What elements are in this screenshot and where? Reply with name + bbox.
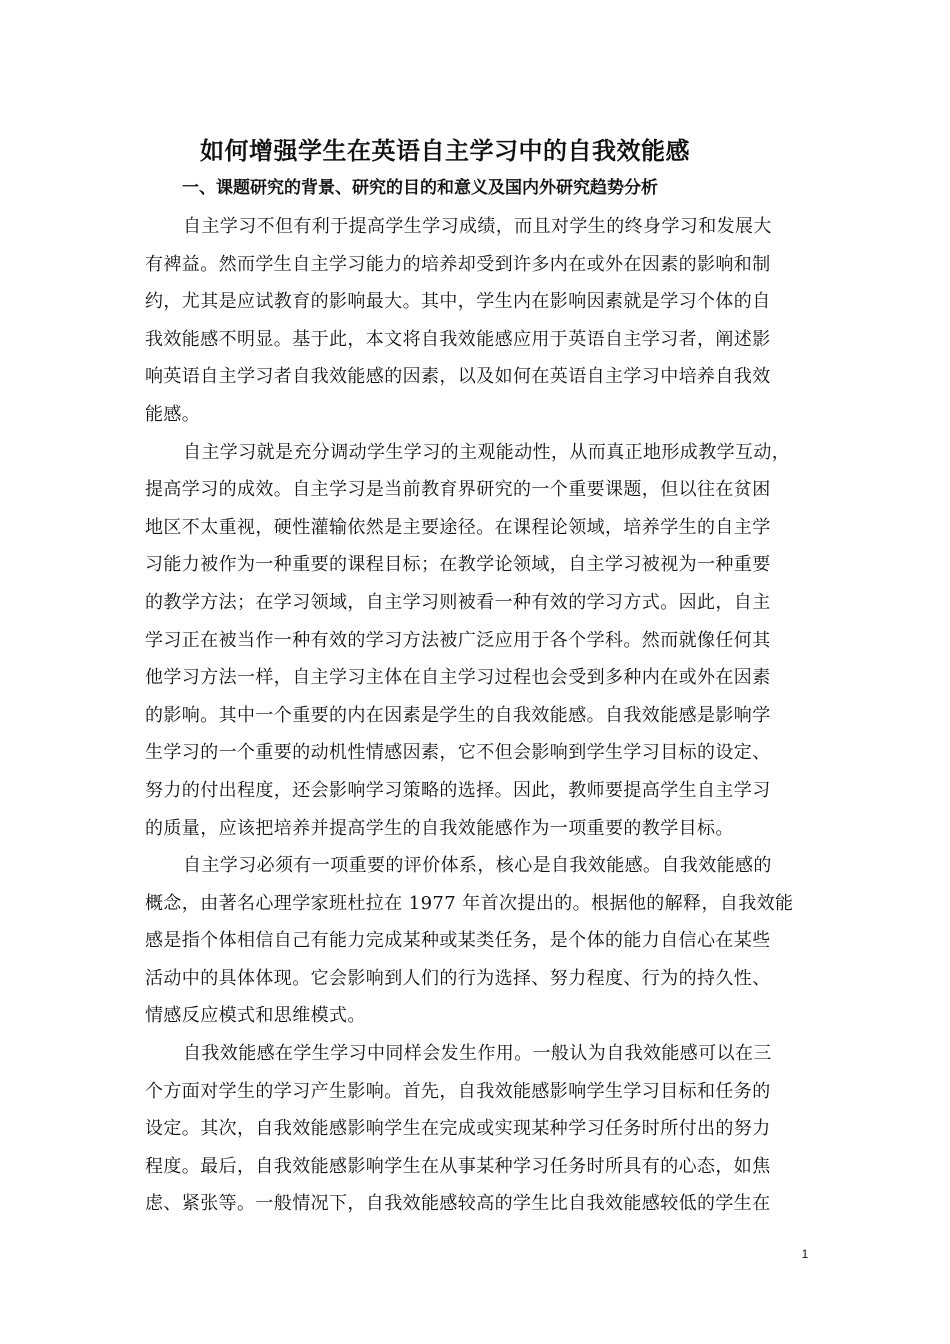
page-number: 1 (801, 1247, 809, 1261)
paragraph-3 (145, 847, 845, 1035)
text-line: 地区不太重视，硬性灌输依然是主要途径。在课程论领域，培养学生的自主学 (145, 516, 771, 538)
paragraph-2 (145, 434, 845, 848)
text-line: 自主学习不但有利于提高学生学习成绩，而且对学生的终身学习和发展大 (183, 216, 772, 237)
text-line: 生学习的一个重要的动机性情感因素，它不但会影响到学生学习目标的设定、 (145, 742, 771, 764)
text-line: 习能力被作为一种重要的课程目标；在教学论领域，自主学习被视为一种重要 (145, 554, 771, 576)
paragraph-4 (145, 1035, 845, 1223)
text-line: 响英语自主学习者自我效能感的因素，以及如何在英语自主学习中培养自我效 (145, 366, 771, 388)
text-line: 个方面对学生的学习产生影响。首先，自我效能感影响学生学习目标和任务的 (145, 1080, 771, 1102)
text-line: 有裨益。然而学生自主学习能力的培养却受到许多内在或外在因素的影响和制 (145, 253, 771, 275)
text-line: 程度。最后，自我效能感影响学生在从事某种学习任务时所具有的心态，如焦 (145, 1155, 771, 1177)
text-line: 学习正在被当作一种有效的学习方法被广泛应用于各个学科。然而就像任何其 (145, 629, 771, 651)
text-line: 自我效能感在学生学习中同样会发生作用。一般认为自我效能感可以在三 (183, 1043, 772, 1065)
text-line: 的影响。其中一个重要的内在因素是学生的自我效能感。自我效能感是影响学 (145, 704, 771, 726)
text-line: 自主学习就是充分调动学生学习的主观能动性，从而真正地形成教学互动， (183, 441, 791, 463)
text-line: 活动中的具体体现。它会影响到人们的行为选择、努力程度、行为的持久性、 (145, 967, 771, 989)
text-line: 虑、紧张等。一般情况下，自我效能感较高的学生比自我效能感较低的学生在 (145, 1193, 771, 1215)
text-line: 情感反应模式和思维模式。 (145, 1005, 366, 1027)
text-line: 约，尤其是应试教育的影响最大。其中，学生内在影响因素就是学习个体的自 (145, 291, 771, 313)
text-line: 概念，由著名心理学家班杜拉在 1977 年首次提出的。根据他的解释，自我效能 (145, 892, 794, 914)
text-line: 的教学方法；在学习领域，自主学习则被看一种有效的学习方式。因此，自主 (145, 591, 771, 613)
text-line: 的质量，应该把培养并提高学生的自我效能感作为一项重要的教学目标。 (145, 817, 734, 839)
section-heading: 一、课题研究的背景、研究的目的和意义及国内外研究趋势分析 (182, 178, 658, 198)
text-line: 我效能感不明显。基于此，本文将自我效能感应用于英语自主学习者，阐述影 (145, 328, 771, 350)
text-line: 能感。 (145, 403, 201, 425)
text-line: 努力的付出程度，还会影响学习策略的选择。因此，教师要提高学生自主学习 (145, 779, 771, 801)
text-line: 自主学习必须有一项重要的评价体系，核心是自我效能感。自我效能感的 (183, 855, 772, 877)
document-title: 如何增强学生在英语自主学习中的自我效能感 (200, 137, 690, 165)
body-text (145, 208, 845, 1223)
text-line: 他学习方法一样，自主学习主体在自主学习过程也会受到多种内在或外在因素 (145, 667, 771, 689)
text-line: 设定。其次，自我效能感影响学生在完成或实现某种学习任务时所付出的努力 (145, 1118, 771, 1140)
text-line: 感是指个体相信自己有能力完成某种或某类任务，是个体的能力自信心在某些 (145, 930, 771, 952)
paragraph-1 (145, 208, 845, 434)
text-line: 提高学习的成效。自主学习是当前教育界研究的一个重要课题，但以往在贫困 (145, 479, 771, 501)
